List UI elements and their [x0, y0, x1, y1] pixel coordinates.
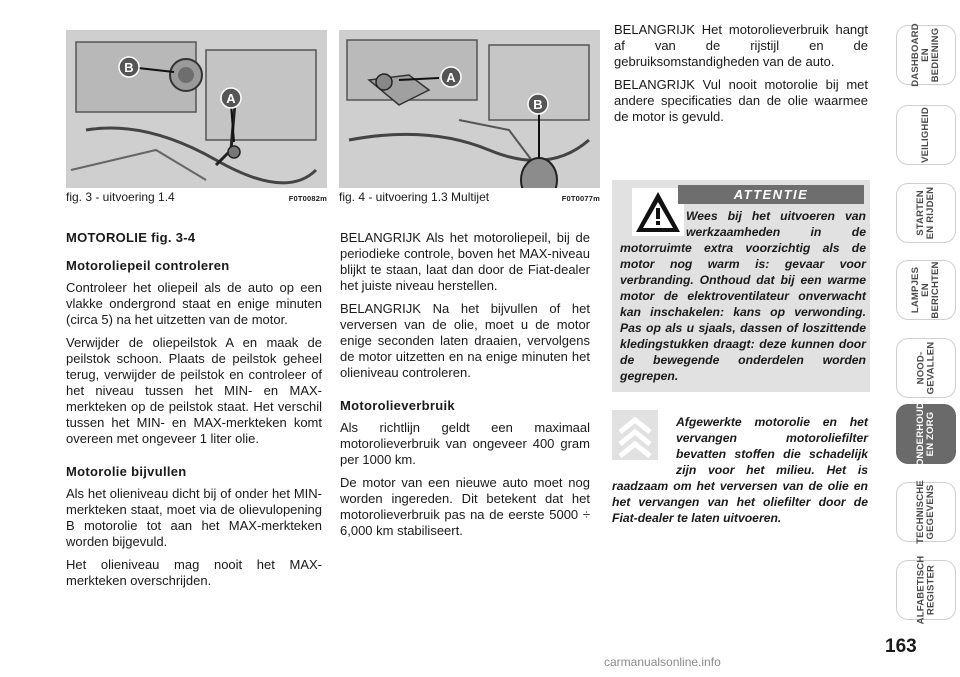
- attention-label: ATTENTIE: [678, 185, 864, 204]
- check-heading: Motoroliepeil controleren: [66, 258, 230, 273]
- svg-text:B: B: [533, 97, 543, 112]
- important-paragraph-2: BELANGRIJK Na het bijvullen of het verversen van de olie, moet u de motor enige seconden laten draaien, vervolgens de motor uitzetten en na enige minuten het olieniveau controleren.: [340, 301, 590, 380]
- consumption-heading: Motorolieverbruik: [340, 398, 455, 413]
- figure-4-engine-photo: [339, 30, 600, 188]
- environment-text-block: [612, 414, 868, 526]
- svg-text:A: A: [226, 91, 236, 106]
- figure-3-engine-photo: [66, 30, 327, 188]
- tab-onderhoud[interactable]: ONDERHOUD EN ZORG: [896, 404, 956, 464]
- figure-4-caption: [339, 190, 600, 204]
- tab-dashboard[interactable]: DASHBOARD EN BEDIENING: [896, 25, 956, 85]
- svg-text:A: A: [446, 70, 456, 85]
- consumption-paragraph-1: Als richtlijn geldt een maximaal motorolieverbruik van ongeveer 400 gram per 1000 km.: [340, 420, 590, 467]
- figure-3-caption: [66, 190, 327, 204]
- column-oil-check: [66, 230, 322, 596]
- column-oil-notes: [340, 230, 590, 546]
- tab-veiligheid[interactable]: VEILIGHEID: [896, 105, 956, 165]
- tab-noodgevallen[interactable]: NOOD- GEVALLEN: [896, 338, 956, 398]
- important-paragraph-4: BELANGRIJK Vul nooit motorolie bij met andere specificaties dan de olie waarmee de motor is gevuld.: [614, 77, 868, 124]
- fill-paragraph-2: Het olieniveau mag nooit het MAX-merkteken overschrijden.: [66, 557, 322, 588]
- attention-text: Wees bij het uitvoeren van werkzaamheden in de motorruimte extra voorzichtig als de motor nog warm is: gevaar voor verbranding. Onthoud dat bij een warme motor de elektroventilateur onverwacht kan inschakelen: kans op verwonding. Pas op als u sjaals, dassen of loszittende kledingstukken draagt: deze kunnen door de bewegende onderdelen worden gegrepen.: [620, 209, 866, 383]
- important-paragraph-3: BELANGRIJK Het motorolieverbruik hangt af van de rijstijl en de gebruiksomstandigheden van de auto.: [614, 22, 868, 69]
- tab-lampjes[interactable]: LAMPJES EN BERICHTEN: [896, 260, 956, 320]
- fill-paragraph-1: Als het olieniveau dicht bij of onder het MIN-merkteken staat, moet via de olievulopening B motorolie tot aan het MAX-merkteken worden bijgevuld.: [66, 486, 322, 549]
- check-paragraph-1: Controleer het oliepeil als de auto op een vlakke ondergrond staat en enige minuten (circa 5) na het uitzetten van de motor.: [66, 280, 322, 327]
- engine-photo-drawing: [339, 30, 600, 188]
- important-paragraph-1: BELANGRIJK Als het motoroliepeil, bij de periodieke controle, boven het MAX-niveau blijkt te staan, laat dan door de Fiat-dealer het juiste niveau herstellen.: [340, 230, 590, 293]
- column-important: [614, 22, 868, 132]
- attention-text-block: [620, 208, 866, 384]
- page-number: 163: [885, 636, 917, 657]
- environment-text: Afgewerkte motorolie en het vervangen motoroliefilter bevatten stoffen die schadelijk zijn voor het milieu. Het is raadzaam om het verversen van de olie en het vervangen van het oliefilter door de Fiat-dealer te laten uitvoeren.: [612, 415, 868, 525]
- figure-3-caption-text: fig. 3 - uitvoering 1.4: [66, 190, 175, 204]
- figure-4-caption-text: fig. 4 - uitvoering 1.3 Multijet: [339, 190, 490, 204]
- engine-photo-drawing: [66, 30, 327, 188]
- section-title: MOTOROLIE fig. 3-4: [66, 230, 196, 245]
- consumption-paragraph-2: De motor van een nieuwe auto moet nog worden ingereden. Dit betekent dat het motorolieverbruik pas na de eerste 5000 ÷ 6,000 km stabiliseert.: [340, 475, 590, 538]
- fill-heading: Motorolie bijvullen: [66, 464, 187, 479]
- figure-4-code: F0T0077m: [561, 194, 600, 203]
- watermark: carmanualsonline.info: [604, 655, 721, 669]
- check-paragraph-2: Verwijder de oliepeilstok A en maak de peilstok schoon. Plaats de peilstok geheel terug, verwijder de peilstok en controleer of het niveau tussen het MIN- en MAX-merkteken op de peilstok staat. Het verschil tussen het MIN- en MAX-merkteken komt overeen met ongeveer 1 liter olie.: [66, 335, 322, 446]
- figure-3-code: F0T0082m: [288, 194, 327, 203]
- svg-text:B: B: [124, 60, 134, 75]
- tab-register[interactable]: ALFABETISCH REGISTER: [896, 560, 956, 620]
- tab-technische[interactable]: TECHNISCHE GEGEVENS: [896, 482, 956, 542]
- tab-starten[interactable]: STARTEN EN RIJDEN: [896, 183, 956, 243]
- attention-box: [612, 180, 870, 392]
